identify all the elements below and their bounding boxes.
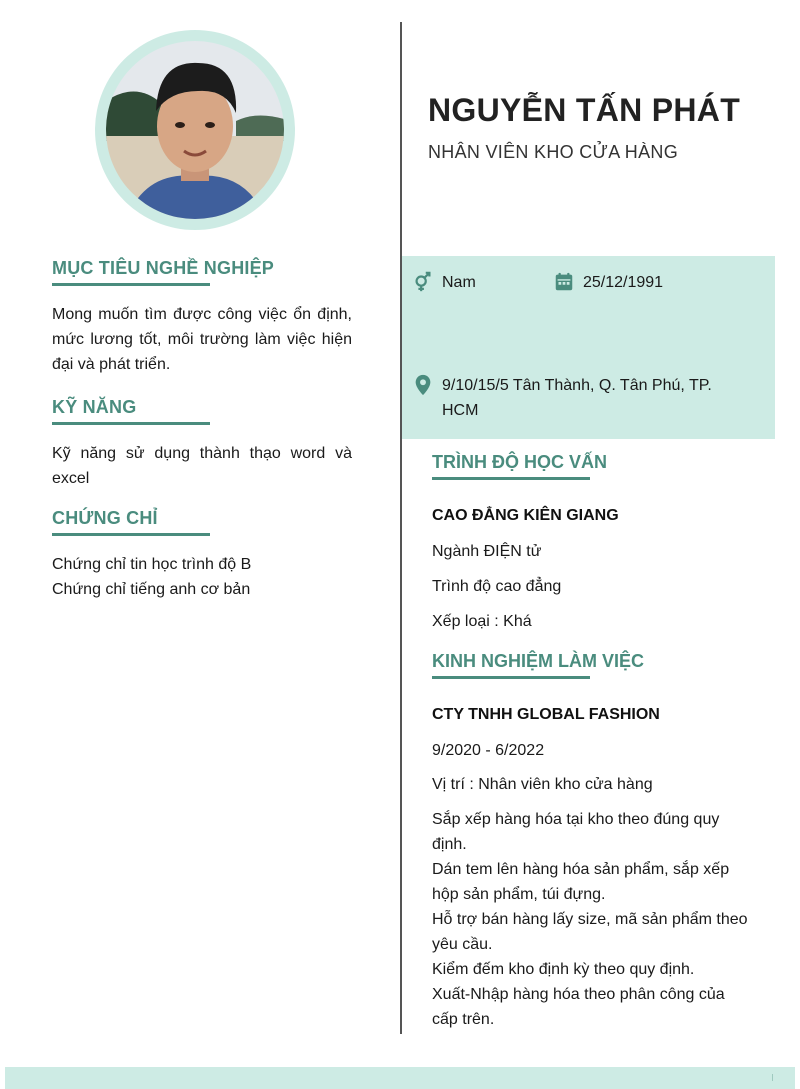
birthday-row xyxy=(553,270,663,295)
company-name: CTY TNHH GLOBAL FASHION xyxy=(432,706,660,723)
gender-row xyxy=(412,270,476,295)
footer-bar xyxy=(5,1067,795,1089)
duty-item: Kiểm đếm kho định kỳ theo quy định. xyxy=(432,961,695,978)
birthday-value: 25/12/1991 xyxy=(583,274,664,291)
job-title: NHÂN VIÊN KHO CỬA HÀNG xyxy=(428,142,679,162)
address-row xyxy=(412,373,752,423)
experience-section xyxy=(432,651,762,1032)
education-title: TRÌNH ĐỘ HỌC VẤN xyxy=(432,452,607,472)
skills-section xyxy=(52,397,352,491)
address-value: 9/10/15/5 Tân Thành, Q. Tân Phú, TP. HCM xyxy=(442,377,712,419)
duty-item: Hỗ trợ bán hàng lấy size, mã sản phẩm theo yêu cầu. xyxy=(432,911,748,953)
certificate-item: Chứng chỉ tin học trình độ B xyxy=(52,556,252,573)
footer-mark xyxy=(772,1074,773,1081)
education-major: Ngành ĐIỆN tử xyxy=(432,543,542,560)
duty-item: Dán tem lên hàng hóa sản phẩm, sắp xếp hộp sản phẩm, túi đựng. xyxy=(432,861,730,903)
work-position: Vị trí : Nhân viên kho cửa hàng xyxy=(432,776,653,793)
avatar-photo xyxy=(106,41,284,219)
duties-list xyxy=(432,807,754,1032)
gender-value: Nam xyxy=(442,274,476,291)
certificates-section xyxy=(52,508,352,602)
skills-text: Kỹ năng sử dụng thành thạo word và excel xyxy=(52,445,352,487)
education-section xyxy=(432,452,762,634)
objective-title: MỤC TIÊU NGHỀ NGHIỆP xyxy=(52,258,275,278)
certificate-item: Chứng chỉ tiếng anh cơ bản xyxy=(52,581,251,598)
personal-info-panel xyxy=(402,256,775,439)
avatar xyxy=(106,41,284,219)
skills-underline xyxy=(52,422,210,425)
column-divider xyxy=(400,22,402,1034)
duty-item: Sắp xếp hàng hóa tại kho theo đúng quy định. xyxy=(432,811,720,853)
objective-underline xyxy=(52,283,210,286)
skills-title: KỸ NĂNG xyxy=(52,397,137,417)
experience-title: KINH NGHIỆM LÀM VIỆC xyxy=(432,651,645,671)
work-period: 9/2020 - 6/2022 xyxy=(432,742,545,759)
experience-underline xyxy=(432,676,590,679)
education-level: Trình độ cao đẳng xyxy=(432,578,562,595)
calendar-icon xyxy=(553,271,575,293)
location-pin-icon xyxy=(412,374,434,396)
duty-item: Xuất-Nhập hàng hóa theo phân công của cấp trên. xyxy=(432,986,725,1028)
certificates-underline xyxy=(52,533,210,536)
gender-icon xyxy=(412,271,434,293)
education-grade: Xếp loại : Khá xyxy=(432,613,532,630)
certificates-title: CHỨNG CHỈ xyxy=(52,508,158,528)
objective-text: Mong muốn tìm được công việc ổn định, mức lương tốt, môi trường làm việc hiện đại và phát triển. xyxy=(52,306,352,373)
candidate-name: NGUYỄN TẤN PHÁT xyxy=(428,92,741,128)
school-name: CAO ĐẲNG KIÊN GIANG xyxy=(432,507,619,524)
objective-section xyxy=(52,258,352,377)
education-underline xyxy=(432,477,590,480)
